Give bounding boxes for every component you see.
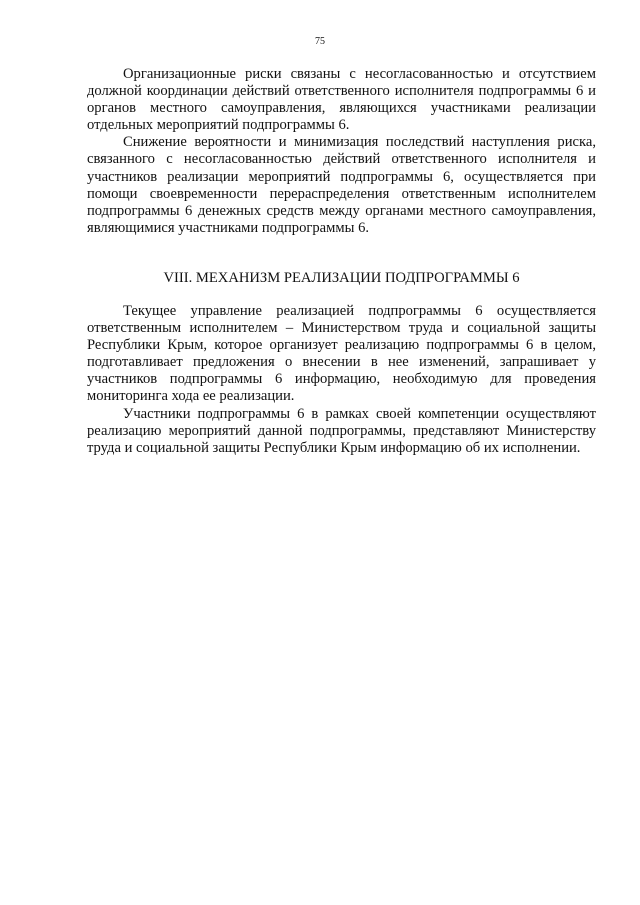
mechanism-section-text: [87, 303, 596, 457]
paragraph-participants: Участники подпрограммы 6 в рамках своей компетенции осуществляют реализацию мероприятий данной подпрограммы, представляют Министерству труда и социальной защиты Республики Крым информацию об их исполнении.: [87, 405, 596, 456]
risk-section-text: [87, 66, 596, 237]
paragraph-current-management: Текущее управление реализацией подпрограммы 6 осуществляется ответственным исполнителем – Министерством труда и социальной защиты Республики Крым, которое организует реализацию подпрограммы 6 в целом, подготавливает предложения о внесении в нее изменений, запрашивает у участников подпрограммы 6 информацию, необходимую для проведения мониторинга хода ее реализации.: [87, 303, 596, 405]
section-heading: VIII. МЕХАНИЗМ РЕАЛИЗАЦИИ ПОДПРОГРАММЫ 6: [163, 270, 520, 286]
paragraph-organizational-risks: Организационные риски связаны с несогласованностью и отсутствием должной координации действий ответственного исполнителя подпрограммы 6 и органов местного самоуправления, являющихся участниками реализации отдельных мероприятий подпрограммы 6.: [87, 66, 596, 134]
page-number: 75: [315, 36, 325, 47]
paragraph-risk-mitigation: Снижение вероятности и минимизация последствий наступления риска, связанного с несогласованностью действий ответственного исполнителя и участников реализации мероприятий подпрограммы 6, осуществляется при помощи своевременности перераспределения ответственным исполнителем подпрограммы 6 денежных средств между органами местного самоуправления, являющимися участниками подпрограммы 6.: [87, 134, 596, 236]
